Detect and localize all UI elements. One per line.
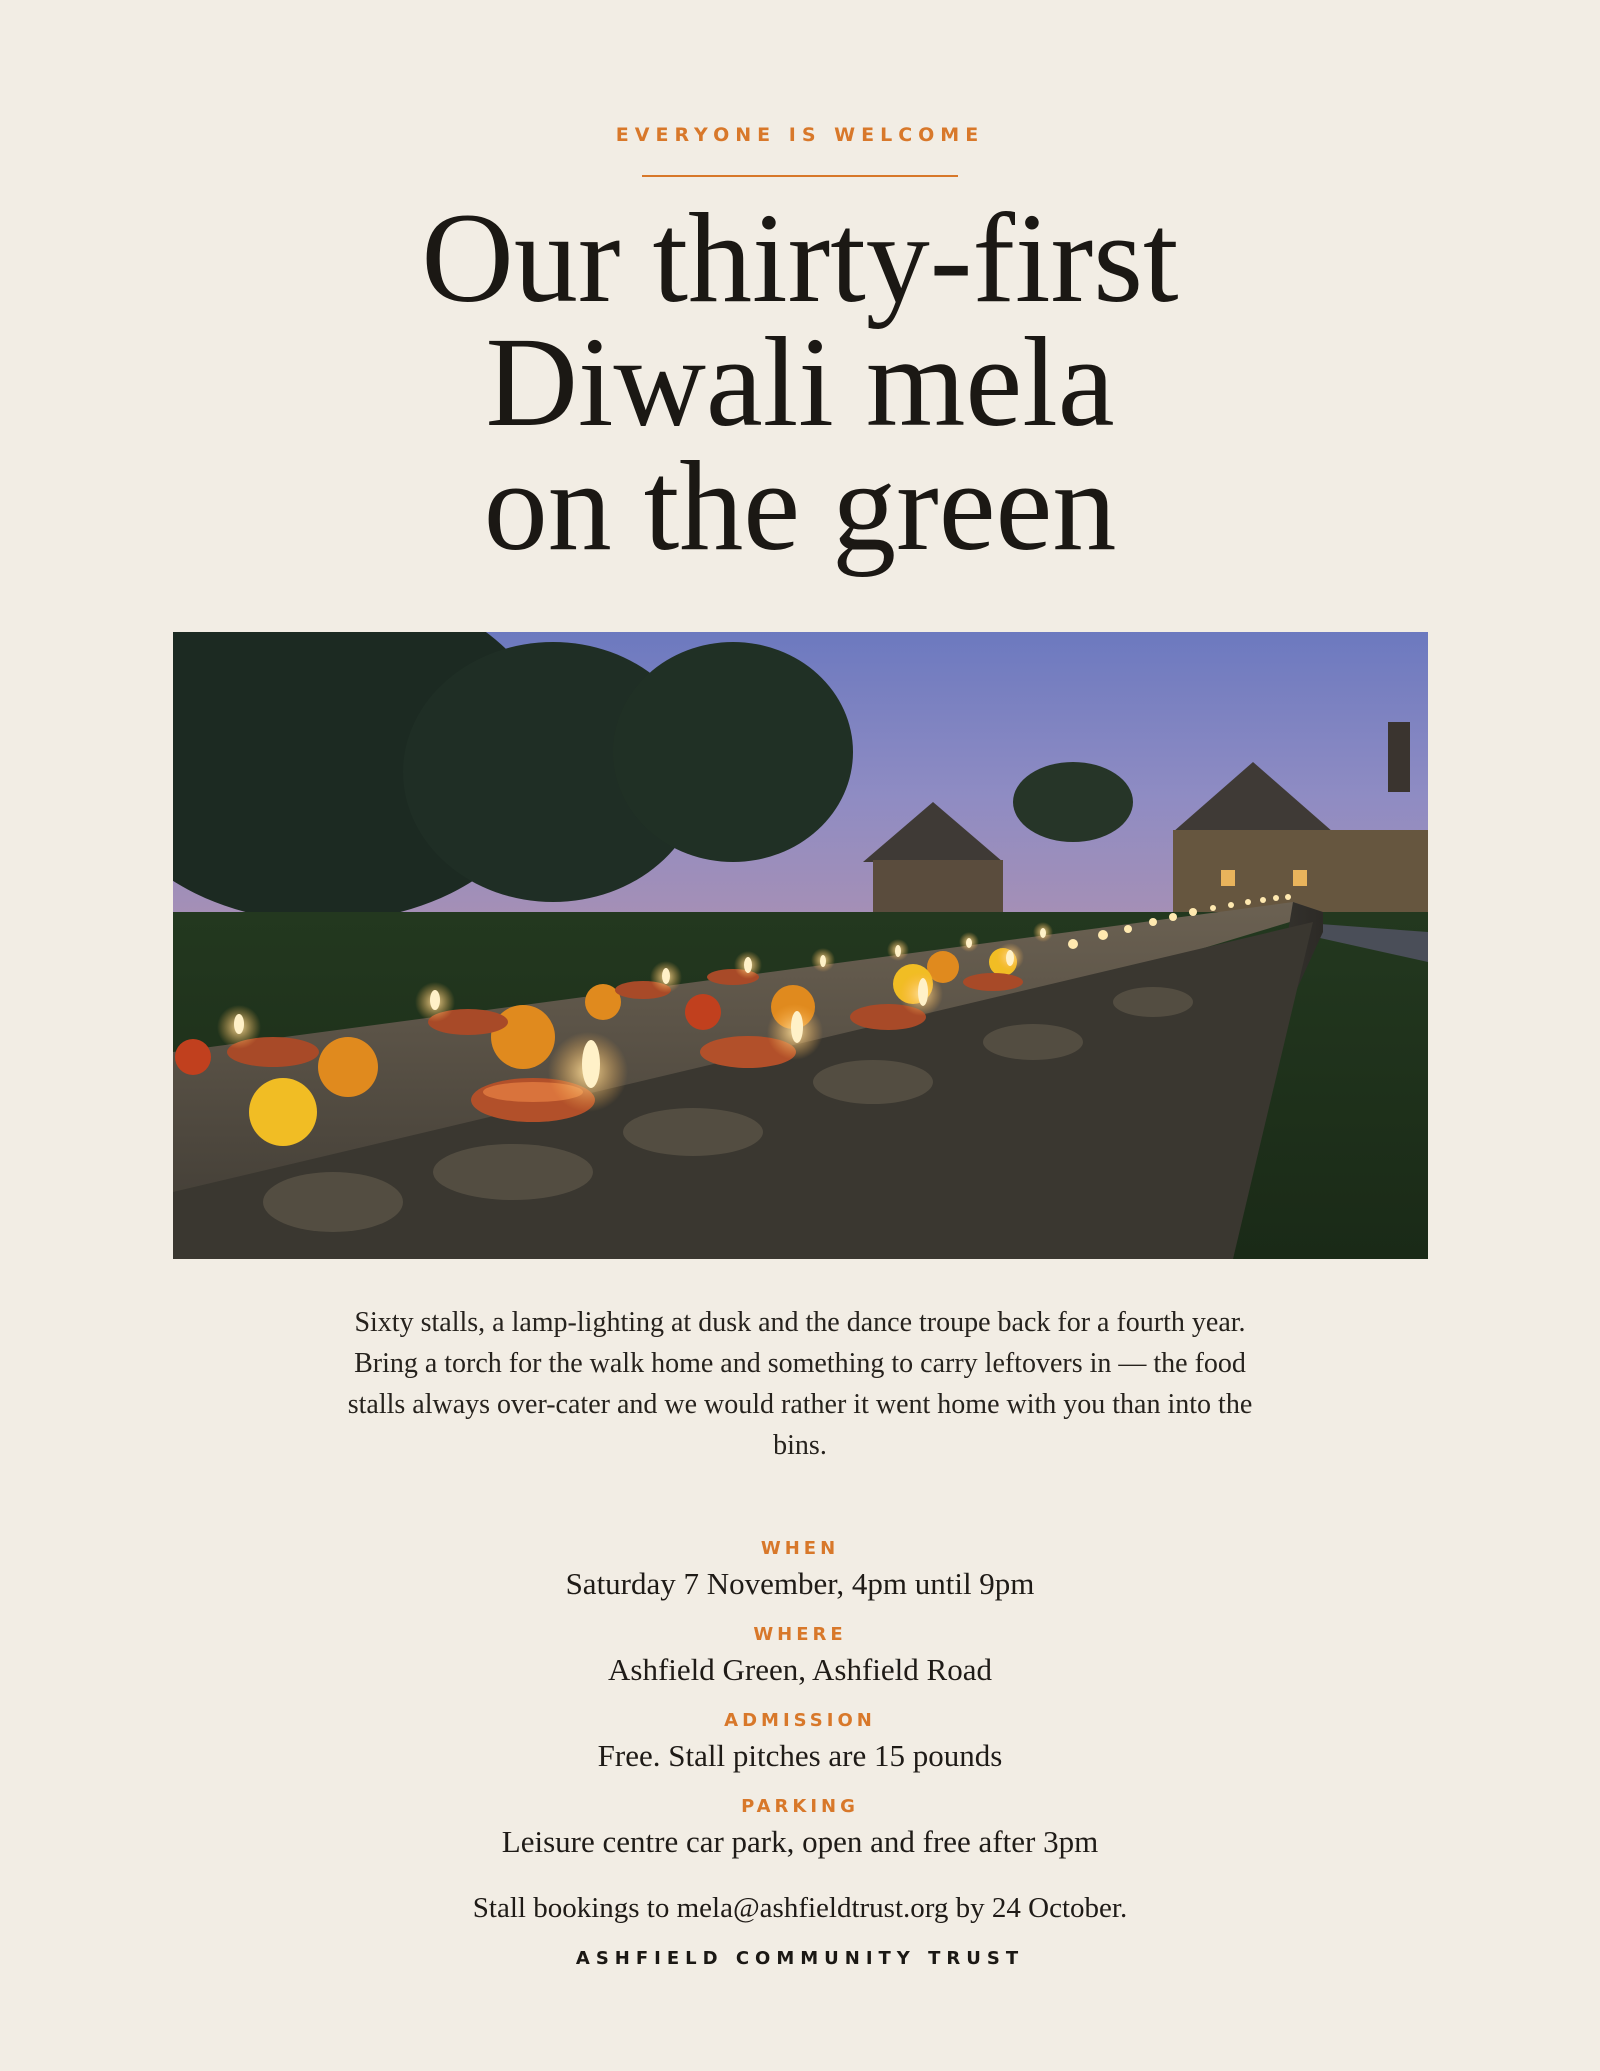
where-label: WHERE <box>753 1624 847 1645</box>
when-label: WHEN <box>760 1538 840 1559</box>
intro-paragraph: Sixty stalls, a lamp-lighting at dusk and the dance troupe back for a fourth year. Bring a torch for the walk home and something to carry leftovers in — the food stalls always over-cater and we would rather it went home with you than into the bins. <box>347 1307 1253 1461</box>
organiser-name: ASHFIELD COMMUNITY TRUST <box>575 1948 1025 1969</box>
kicker-rule <box>642 175 958 177</box>
admission-label: ADMISSION <box>724 1710 876 1731</box>
kicker: EVERYONE IS WELCOME <box>615 124 985 146</box>
headline-line-3: on the green <box>483 435 1117 577</box>
event-photo <box>173 632 1428 1259</box>
where-value: Ashfield Green, Ashfield Road <box>608 1652 992 1687</box>
parking-label: PARKING <box>741 1796 859 1817</box>
admission-value: Free. Stall pitches are 15 pounds <box>597 1738 1003 1773</box>
headline-line-2: Diwali mela <box>485 311 1115 453</box>
headline <box>0 187 1600 577</box>
parking-value: Leisure centre car park, open and free after 3pm <box>501 1824 1099 1859</box>
when-value: Saturday 7 November, 4pm until 9pm <box>565 1566 1035 1601</box>
headline-line-1: Our thirty-first <box>421 187 1179 329</box>
booking-note: Stall bookings to mela@ashfieldtrust.org by 24 October. <box>472 1892 1128 1924</box>
